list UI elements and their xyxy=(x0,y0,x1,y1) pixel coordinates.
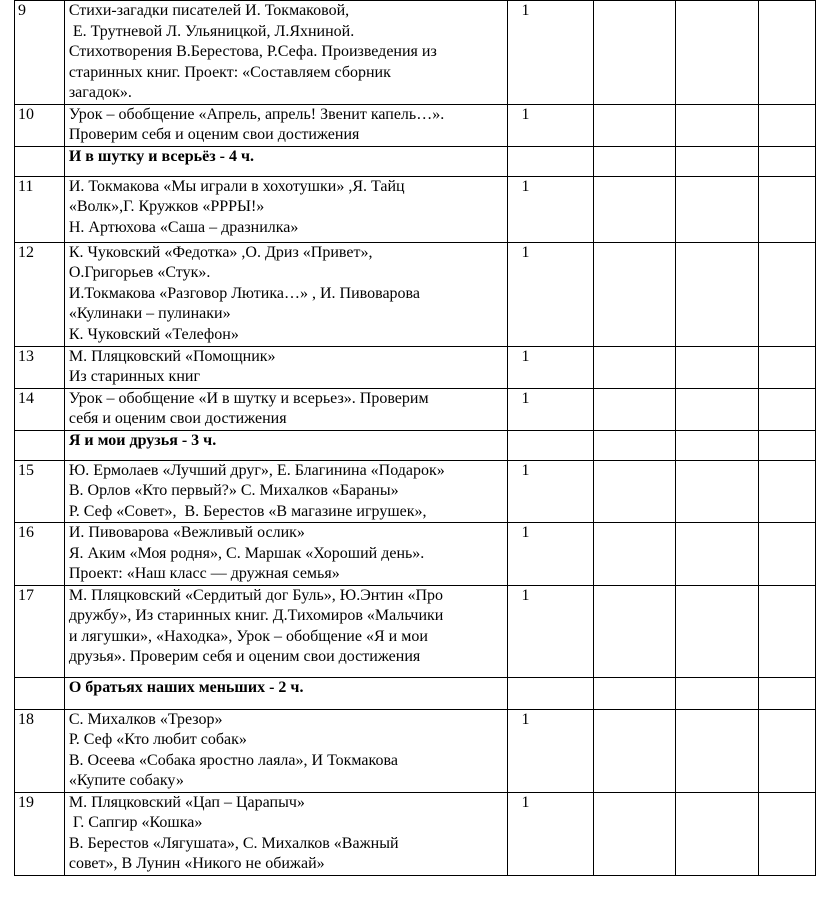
lesson-number: 15 xyxy=(15,460,65,523)
topic-line: «Волк»,Г. Кружков «РРРЫ!» xyxy=(68,198,265,215)
notes-cell xyxy=(759,792,816,875)
topic-line: В. Берестов «Лягушата», С. Михалков «Важный xyxy=(68,834,399,852)
lesson-number: 9 xyxy=(15,1,65,105)
date-planned-cell xyxy=(594,792,676,875)
notes-cell xyxy=(759,346,816,388)
topic-line: К. Чуковский «Телефон» xyxy=(68,325,239,343)
number-cell xyxy=(15,430,65,460)
topic-line: О.Григорьев «Стук». xyxy=(68,264,211,281)
lesson-topic xyxy=(64,523,507,586)
notes-cell xyxy=(759,242,816,346)
topic-line: М. Пляцковский «Сердитый дог Буль», Ю.Энтин «Про xyxy=(68,586,444,604)
lesson-number: 17 xyxy=(15,585,65,677)
topic-line: друзья». Проверим себя и оценим свои достижения xyxy=(68,648,421,665)
hours-cell: 1 xyxy=(507,460,594,523)
date-actual-cell xyxy=(675,242,759,346)
topic-line: Я. Аким «Моя родня», С. Маршак «Хороший день». xyxy=(68,544,425,562)
lesson-topic xyxy=(64,104,507,146)
lesson-number: 11 xyxy=(15,176,65,242)
section-cell xyxy=(64,677,507,709)
date-planned-cell xyxy=(594,523,676,586)
hours-cell: 1 xyxy=(507,104,594,146)
lesson-topic xyxy=(64,709,507,792)
notes-cell xyxy=(759,1,816,105)
topic-line: И.Токмакова «Разговор Лютика…» , И. Пивоварова xyxy=(68,284,420,302)
topic-line: М. Пляцковский «Помощник» xyxy=(68,347,276,365)
date-actual-cell xyxy=(675,523,759,586)
date-actual-cell xyxy=(675,709,759,792)
date-actual-cell xyxy=(675,430,759,460)
lesson-topic xyxy=(64,792,507,875)
date-actual-cell xyxy=(675,104,759,146)
notes-cell xyxy=(759,388,816,430)
lesson-row xyxy=(15,1,816,105)
topic-line: Урок – обобщение «Апрель, апрель! Звенит капель…». xyxy=(68,105,445,123)
section-row xyxy=(15,146,816,176)
lesson-number: 16 xyxy=(15,523,65,586)
section-row xyxy=(15,677,816,709)
date-planned-cell xyxy=(594,709,676,792)
topic-line: В. Орлов «Кто первый?» С. Михалков «Бараны» xyxy=(68,482,399,499)
topic-line: Проект: «Наш класс — дружная семья» xyxy=(68,565,340,582)
section-row xyxy=(15,430,816,460)
number-cell xyxy=(15,677,65,709)
date-planned-cell xyxy=(594,146,676,176)
hours-cell: 1 xyxy=(507,585,594,677)
date-actual-cell xyxy=(675,176,759,242)
notes-cell xyxy=(759,523,816,586)
lesson-row xyxy=(15,585,816,677)
lesson-plan-table xyxy=(14,0,816,876)
lesson-topic xyxy=(64,242,507,346)
lesson-topic xyxy=(64,585,507,677)
date-actual-cell xyxy=(675,1,759,105)
date-planned-cell xyxy=(594,1,676,105)
date-planned-cell xyxy=(594,242,676,346)
notes-cell xyxy=(759,677,816,709)
lesson-row xyxy=(15,176,816,242)
date-planned-cell xyxy=(594,346,676,388)
notes-cell xyxy=(759,585,816,677)
date-planned-cell xyxy=(594,430,676,460)
topic-line: С. Михалков «Трезор» xyxy=(68,710,223,728)
topic-line: Н. Артюхова «Саша – дразнилка» xyxy=(68,218,299,236)
topic-line: Е. Трутневой Л. Ульяницкой, Л.Яхниной. xyxy=(68,22,355,40)
topic-line: М. Пляцковский «Цап – Царапыч» xyxy=(68,793,305,811)
topic-line: и лягушки», «Находка», Урок – обобщение «Я и мои xyxy=(68,627,428,645)
hours-cell: 1 xyxy=(507,1,594,105)
lesson-topic xyxy=(64,1,507,105)
lesson-number: 10 xyxy=(15,104,65,146)
section-cell xyxy=(64,430,507,460)
hours-cell: 1 xyxy=(507,523,594,586)
lesson-topic xyxy=(64,460,507,523)
hours-cell: 1 xyxy=(507,388,594,430)
topic-line: Из старинных книг xyxy=(68,368,201,385)
topic-line: совет», В Лунин «Никого не обижай» xyxy=(68,855,325,872)
lesson-topic xyxy=(64,388,507,430)
lesson-row xyxy=(15,460,816,523)
date-planned-cell xyxy=(594,460,676,523)
hours-cell: 1 xyxy=(507,792,594,875)
hours-cell: 1 xyxy=(507,709,594,792)
notes-cell xyxy=(759,430,816,460)
lesson-number: 13 xyxy=(15,346,65,388)
lesson-number: 14 xyxy=(15,388,65,430)
date-actual-cell xyxy=(675,677,759,709)
hours-cell xyxy=(507,146,594,176)
section-cell xyxy=(64,146,507,176)
section-title: Я и мои друзья - 3 ч. xyxy=(68,431,217,449)
topic-line: Стихи-загадки писателей И. Токмаковой, xyxy=(68,2,350,19)
notes-cell xyxy=(759,104,816,146)
lesson-number: 12 xyxy=(15,242,65,346)
notes-cell xyxy=(759,460,816,523)
topic-line: «Купите собаку» xyxy=(68,772,184,789)
lesson-row xyxy=(15,104,816,146)
date-planned-cell xyxy=(594,585,676,677)
lesson-row xyxy=(15,709,816,792)
number-cell xyxy=(15,146,65,176)
topic-line: Ю. Ермолаев «Лучший друг», Е. Благинина «Подарок» xyxy=(68,461,445,479)
section-title: О братьях наших меньших - 2 ч. xyxy=(68,678,304,696)
lesson-row xyxy=(15,346,816,388)
date-planned-cell xyxy=(594,677,676,709)
lesson-row xyxy=(15,388,816,430)
topic-line: дружбу», Из старинных книг. Д.Тихомиров «Мальчики xyxy=(68,607,444,624)
hours-cell xyxy=(507,430,594,460)
date-planned-cell xyxy=(594,104,676,146)
topic-line: К. Чуковский «Федотка» ,О. Дриз «Привет», xyxy=(68,243,373,261)
date-planned-cell xyxy=(594,176,676,242)
hours-cell: 1 xyxy=(507,346,594,388)
topic-line: «Кулинаки – пулинаки» xyxy=(68,305,231,322)
hours-cell: 1 xyxy=(507,176,594,242)
lesson-row xyxy=(15,792,816,875)
topic-line: загадок». xyxy=(68,84,132,101)
topic-line: В. Осеева «Собака яростно лаяла», И Токмакова xyxy=(68,751,398,769)
lesson-row xyxy=(15,523,816,586)
topic-line: И. Пивоварова «Вежливый ослик» xyxy=(68,524,305,541)
lesson-topic xyxy=(64,346,507,388)
topic-line: старинных книг. Проект: «Составляем сборник xyxy=(68,63,391,81)
date-planned-cell xyxy=(594,388,676,430)
topic-line: Проверим себя и оценим свои достижения xyxy=(68,126,360,143)
topic-line: себя и оценим свои достижения xyxy=(68,410,287,427)
lesson-number: 18 xyxy=(15,709,65,792)
date-actual-cell xyxy=(675,388,759,430)
hours-cell: 1 xyxy=(507,242,594,346)
topic-line: И. Токмакова «Мы играли в хохотушки» ,Я. Тайц xyxy=(68,177,405,195)
section-title: И в шутку и всерьёз - 4 ч. xyxy=(68,147,254,165)
date-actual-cell xyxy=(675,792,759,875)
date-actual-cell xyxy=(675,146,759,176)
lesson-topic xyxy=(64,176,507,242)
lesson-row xyxy=(15,242,816,346)
date-actual-cell xyxy=(675,460,759,523)
topic-line: Г. Сапгир «Кошка» xyxy=(68,814,203,831)
notes-cell xyxy=(759,176,816,242)
table-body xyxy=(15,1,816,876)
topic-line: Р. Сеф «Кто любит собак» xyxy=(68,731,247,748)
topic-line: Урок – обобщение «И в шутку и всерьез». Проверим xyxy=(68,389,429,407)
topic-line: Р. Сеф «Совет», В. Берестов «В магазине игрушек», xyxy=(68,502,427,520)
lesson-number: 19 xyxy=(15,792,65,875)
notes-cell xyxy=(759,709,816,792)
date-actual-cell xyxy=(675,585,759,677)
notes-cell xyxy=(759,146,816,176)
topic-line: Стихотворения В.Берестова, Р.Сефа. Произведения из xyxy=(68,43,437,60)
hours-cell xyxy=(507,677,594,709)
date-actual-cell xyxy=(675,346,759,388)
